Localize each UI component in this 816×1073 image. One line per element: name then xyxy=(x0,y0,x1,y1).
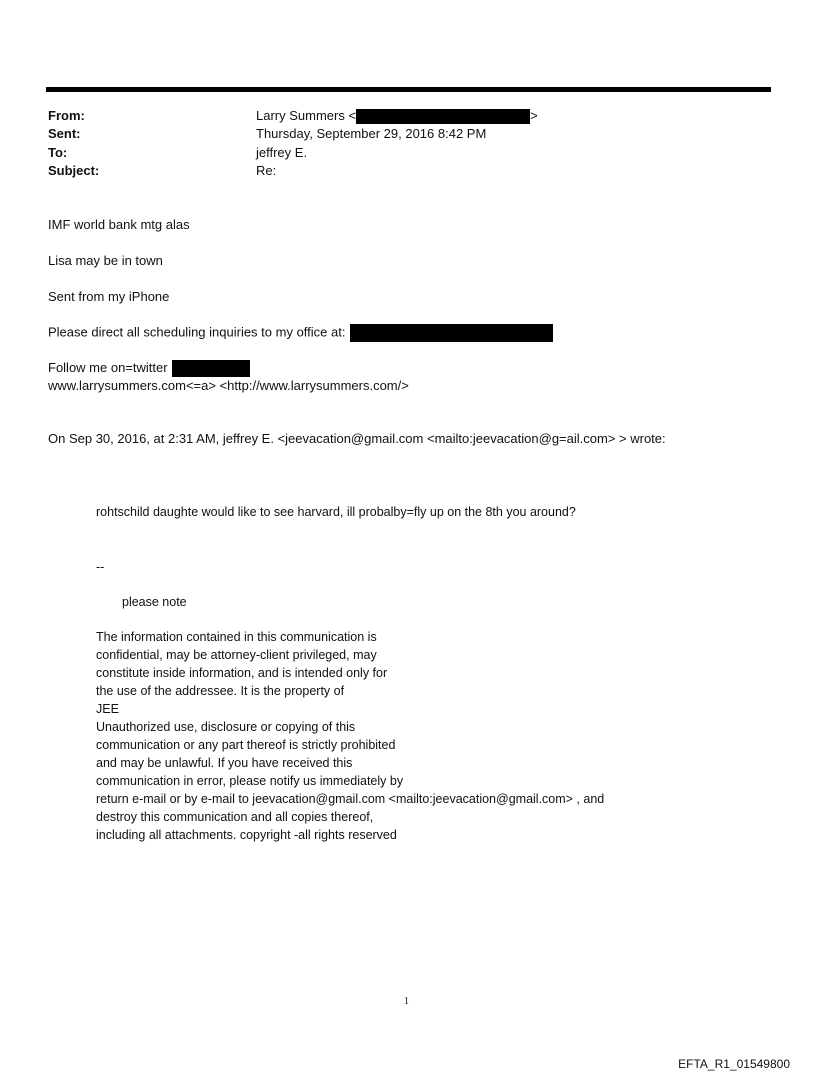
disclaimer-line: Unauthorized use, disclosure or copying of this xyxy=(96,720,356,734)
from-name: Larry Summers < xyxy=(256,108,357,123)
scheduling-line xyxy=(48,324,553,342)
disclaimer-line: communication or any part thereof is strictly prohibited xyxy=(96,738,396,752)
from-close: > xyxy=(530,108,538,123)
follow-line xyxy=(48,360,250,377)
disclaimer-block xyxy=(96,628,696,844)
bates-number: EFTA_R1_01549800 xyxy=(678,1057,790,1071)
redaction-box xyxy=(350,324,553,342)
sent-value: Thursday, September 29, 2016 8:42 PM xyxy=(256,126,487,141)
please-note: please note xyxy=(122,595,187,609)
disclaimer-line: and may be unlawful. If you have received this xyxy=(96,756,353,770)
to-value: jeffrey E. xyxy=(256,145,308,160)
subject-label: Subject: xyxy=(48,163,100,178)
subject-value: Re: xyxy=(256,163,277,178)
disclaimer-line: including all attachments. copyright -all rights reserved xyxy=(96,828,397,842)
disclaimer-line: communication in error, please notify us immediately by xyxy=(96,774,404,788)
page-number: 1 xyxy=(404,996,409,1007)
sent-label: Sent: xyxy=(48,126,81,141)
from-label: From: xyxy=(48,108,85,123)
body-line-1: IMF world bank mtg alas xyxy=(48,217,190,232)
redaction-box xyxy=(172,360,250,377)
redaction-box xyxy=(356,109,530,124)
body-line-2: Lisa may be in town xyxy=(48,253,163,268)
follow-text: Follow me on=twitter xyxy=(48,360,168,375)
signature-separator: -- xyxy=(96,560,105,574)
from-value xyxy=(256,108,538,124)
sent-from-line: Sent from my iPhone xyxy=(48,289,170,304)
disclaimer-line: constitute inside information, and is intended only for xyxy=(96,666,388,680)
disclaimer-line: destroy this communication and all copies thereof, xyxy=(96,810,374,824)
disclaimer-line: The information contained in this communication is xyxy=(96,630,377,644)
quote-header: On Sep 30, 2016, at 2:31 AM, jeffrey E. <jeevacation@gmail.com <mailto:jeevacation@g=ail.com> > wrote: xyxy=(48,431,666,446)
website-line[interactable]: www.larrysummers.com<=a> <http://www.larrysummers.com/> xyxy=(48,378,409,393)
quoted-message: rohtschild daughte would like to see harvard, ill probalby=fly up on the 8th you around? xyxy=(96,505,576,519)
to-label: To: xyxy=(48,145,68,160)
scheduling-text: Please direct all scheduling inquiries to my office at: xyxy=(48,324,346,340)
header-rule xyxy=(46,87,771,92)
disclaimer-line: confidential, may be attorney-client privileged, may xyxy=(96,648,377,662)
disclaimer-line: JEE xyxy=(96,702,119,716)
disclaimer-line: the use of the addressee. It is the property of xyxy=(96,684,345,698)
disclaimer-line: return e-mail or by e-mail to jeevacation@gmail.com <mailto:jeevacation@gmail.com> , and xyxy=(96,792,605,806)
